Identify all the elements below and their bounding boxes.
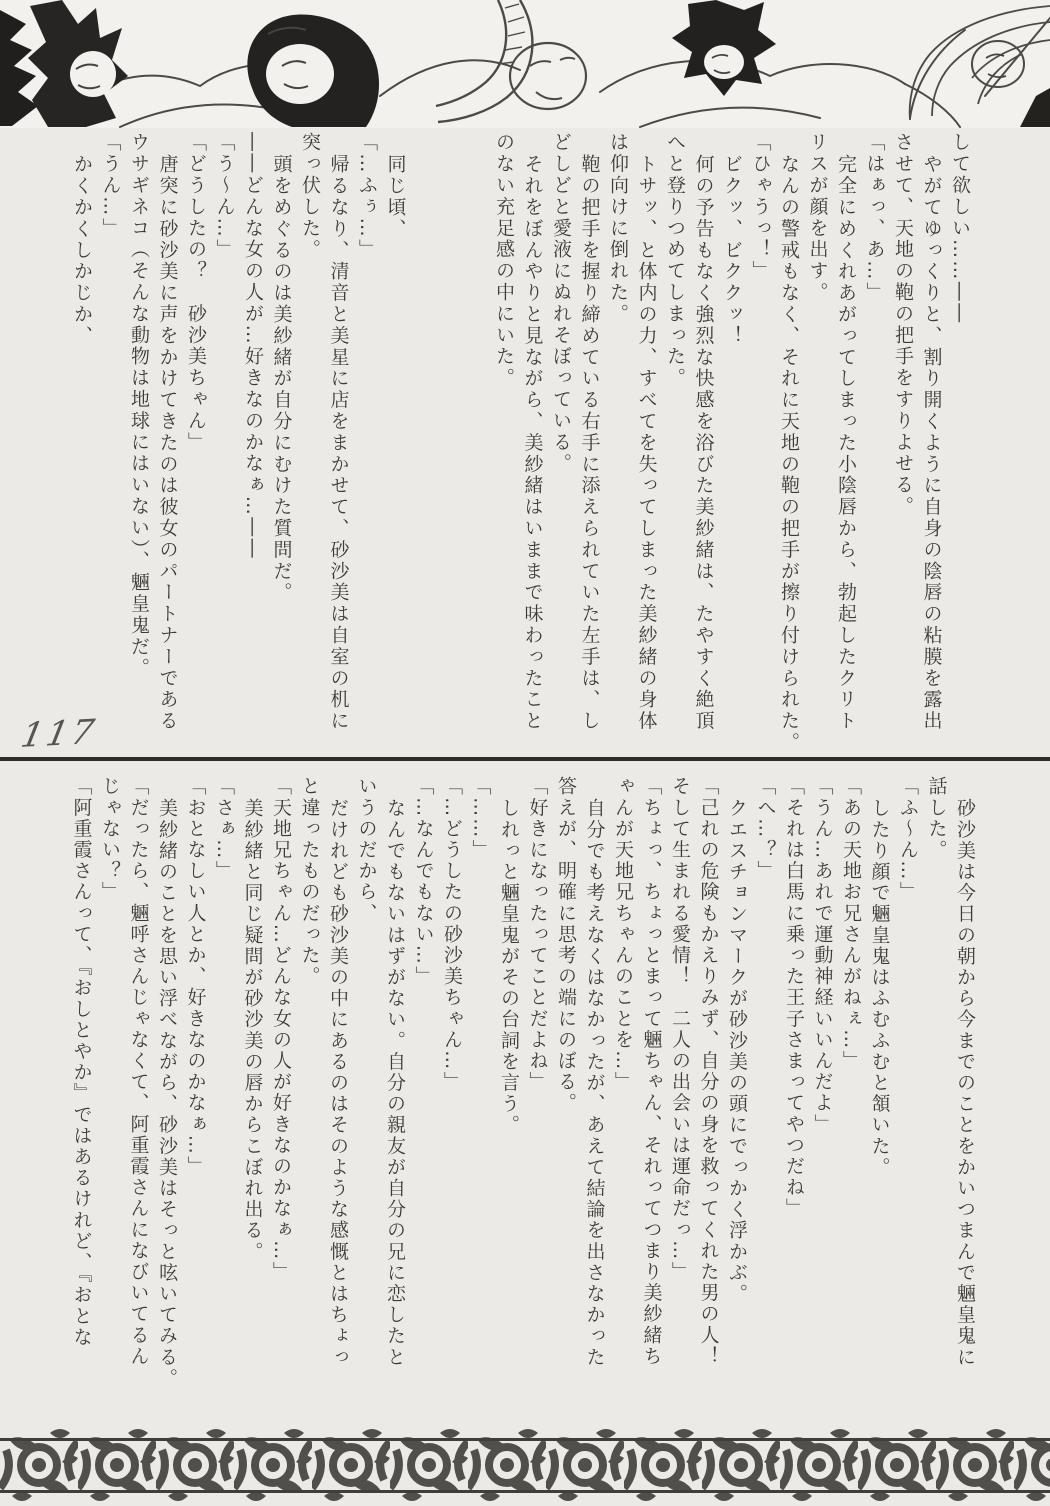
text-column: 頭をめぐるのは美紗緒が自分にむけた質問だ。 — [270, 153, 293, 603]
text-column: 「へ…？」 — [754, 776, 777, 882]
text-column: へと登りつめてしまった。 — [664, 132, 686, 389]
text-column: 「どうしたの？ 砂沙美ちゃん」 — [185, 132, 207, 453]
text-column: 「うん…」 — [99, 132, 122, 239]
text-column: 「阿重霞さんって、『おしとやか』ではあるけれど、『おとな — [70, 776, 93, 1348]
text-column: 「己れの危険もかえりみず、自分の身を救ってくれた男の人！ — [697, 776, 720, 1367]
text-column: いうのだから、 — [355, 776, 378, 924]
text-column: は仰向けに倒れた。 — [607, 132, 629, 325]
text-column: どしどと愛液にぬれそぼっている。 — [550, 132, 572, 475]
text-column: なんでもないはずがない。自分の親友が自分の兄に恋したと — [384, 797, 406, 1368]
text-column: したり顔で魎皇鬼はふむふむと頷いた。 — [868, 797, 891, 1178]
section-divider-rule — [0, 757, 1050, 761]
text-column: 話した。 — [925, 776, 948, 861]
text-column: 「……」 — [469, 776, 492, 861]
text-column: リスが顔を出す。 — [806, 132, 829, 304]
text-column: じゃない？」 — [99, 776, 121, 903]
text-column: して欲しい……―― — [949, 132, 971, 325]
text-column: 鞄の把手を握り締めている右手に添えられていた左手は、し — [578, 153, 601, 732]
text-column: ――どんな女の人が…好きなのかなぁ…―― — [242, 132, 264, 560]
text-column: しれっと魎皇鬼がその台詞を言う。 — [498, 797, 520, 1136]
text-column: 唐突に砂沙美に声をかけてきたのは彼女のパートナーである — [156, 153, 179, 732]
text-column: 「…なんでもない…」 — [412, 776, 435, 987]
text-column: 「あの天地お兄さんがねぇ…」 — [840, 776, 862, 1072]
text-column: ビクッ、ビククッ！ — [721, 153, 743, 347]
text-column: かくかくしかじか、 — [71, 153, 93, 347]
text-column: 「うん…あれで運動神経いいんだよ」 — [811, 776, 834, 1135]
text-column: そして生まれる愛情！ 二人の出会いは運命だっ…」 — [669, 776, 691, 1283]
text-column: 「だったら、魎呼さんじゃなくて、阿重霞さんになびいてるん — [127, 776, 150, 1367]
text-column: のない充足感の中にいた。 — [493, 132, 515, 389]
text-column: トサッ、と体内の力、すべてを失ってしまった美紗緒の身体 — [635, 153, 658, 732]
text-column: 自分でも考えなくはなかったが、あえて結論を出さなかった — [583, 797, 606, 1368]
page-number: 117 — [17, 712, 101, 756]
text-column: 帰るなり、清音と美星に店をまかせて、砂沙美は自室の机に — [327, 153, 350, 732]
text-column: 美紗緒のことを思い浮べながら、砂沙美はそっと呟いてみる。 — [156, 797, 178, 1389]
header-illustration — [0, 0, 1050, 128]
text-column: 「好きになったってことだよね」 — [526, 776, 549, 1093]
text-column: だけれども砂沙美の中にあるのはそのような感慨とはちょっ — [327, 797, 349, 1368]
text-column: 「天地兄ちゃん…どんな女の人が好きなのかなぁ…」 — [270, 776, 292, 1283]
text-column: それをぼんやりと見ながら、美紗緒はいままで味わったこと — [521, 153, 544, 732]
text-column: 「ちょっ、ちょっとまって魎ちゃん、それってつまり美紗緒ち — [640, 776, 663, 1367]
text-column: 答えが、明確に思考の端にのぼる。 — [555, 776, 577, 1114]
text-column: 「はぁっ、あ…」 — [863, 132, 886, 304]
footer-ornament-border — [0, 1426, 1050, 1506]
text-column: させて、天地の鞄の把手をすりよせる。 — [892, 132, 914, 518]
text-column: 「ふ〜ん…」 — [897, 776, 919, 903]
top-text-section — [44, 132, 974, 759]
text-column: 「さぁ…」 — [213, 776, 235, 882]
text-column: ゃんが天地兄ちゃんのことを…」 — [612, 776, 634, 1093]
text-column: 「ひゃうっ！」 — [749, 132, 772, 282]
text-column: やがてゆっくりと、割り開くように自身の陰唇の粘膜を露出 — [920, 153, 943, 732]
text-column: ウサギネコ（そんな動物は地球にはいない）、魎皇鬼だ。 — [128, 132, 150, 679]
text-column: 「…ふぅ…」 — [356, 132, 378, 261]
text-column: と違ったものだった。 — [298, 776, 321, 987]
section-break-gap — [410, 132, 490, 759]
text-column: 何の予告もなく強烈な快感を浴びた美紗緒は、たやすく絶頂 — [692, 153, 715, 732]
text-column: なんの警戒もなく、それに天地の鞄の把手が擦り付けられた。 — [778, 153, 800, 753]
text-column: 完全にめくれあがってしまった小陰唇から、勃起したクリト — [835, 153, 857, 732]
text-column: クエスチョンマークが砂沙美の頭にでっかく浮かぶ。 — [726, 797, 748, 1304]
text-column: 「おとなしい人とか、好きなのかなぁ…」 — [184, 776, 207, 1177]
text-column: 突っ伏した。 — [299, 132, 321, 261]
text-column: 同じ頃、 — [384, 153, 407, 240]
text-column: 砂沙美は今日の朝から今までのことをかいつまんで魎皇鬼に — [954, 797, 976, 1368]
text-column: 美紗緒と同じ疑問が砂沙美の唇からこぼれ出る。 — [241, 797, 264, 1262]
text-column: 「う〜ん…」 — [213, 132, 236, 261]
text-column: 「それは白馬に乗った王子さまってやつだね」 — [783, 776, 805, 1220]
text-column: 「…どうしたの砂沙美ちゃん…」 — [441, 776, 463, 1093]
bottom-text-section — [39, 776, 979, 1420]
